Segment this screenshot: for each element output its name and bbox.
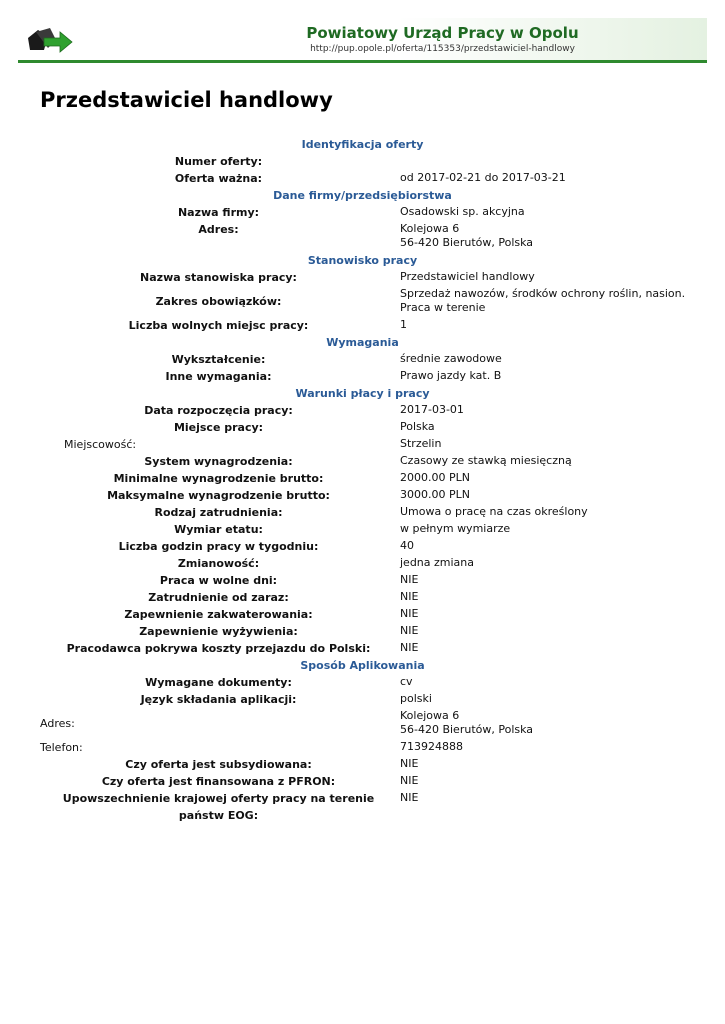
section-heading-aplikowanie: Sposób Aplikowania [300, 659, 425, 672]
label-inne-wymagania: Inne wymagania: [165, 370, 272, 383]
label-data-rozpoczecia: Data rozpoczęcia pracy: [144, 404, 293, 417]
row-nazwa-firmy [40, 204, 690, 221]
label-koszty-przejazdu: Pracodawca pokrywa koszty przejazdu do Polski: [66, 642, 371, 655]
adres-firmy-line1: Kolejowa 6 [400, 222, 460, 235]
label-adres-aplikowania: Adres: [40, 717, 75, 730]
label-nazwa-firmy: Nazwa firmy: [177, 206, 260, 219]
value-data-rozpoczecia: 2017-03-01 [400, 403, 464, 416]
row-miejscowosc [40, 436, 690, 453]
row-wymagane-dokumenty [40, 674, 690, 691]
value-telefon: 713924888 [400, 740, 463, 753]
value-inne-wymagania: Prawo jazdy kat. B [400, 369, 502, 382]
label-oferta-wazna: Oferta ważna: [174, 172, 263, 185]
value-wolne-miejsca: 1 [400, 318, 407, 331]
row-zatrudnienie-od-zaraz [40, 589, 690, 606]
row-praca-w-wolne-dni [40, 572, 690, 589]
page-header [18, 18, 707, 63]
row-eog [40, 790, 690, 824]
value-wymagane-dokumenty: cv [400, 675, 413, 688]
row-godziny-pracy [40, 538, 690, 555]
label-zakres-obowiazkow: Zakres obowiązków: [155, 295, 282, 308]
row-zakwaterowanie [40, 606, 690, 623]
row-adres-firmy [40, 221, 690, 252]
row-wolne-miejsca [40, 317, 690, 334]
label-zmianowosc: Zmianowość: [177, 557, 260, 570]
label-eog: Upowszechnienie krajowej oferty pracy na terenie państw EOG: [62, 792, 375, 822]
value-subsydiowana: NIE [400, 757, 419, 770]
label-system-wynagrodzenia: System wynagrodzenia: [144, 455, 293, 468]
value-wymiar-etatu: w pełnym wymiarze [400, 522, 511, 535]
row-subsydiowana [40, 756, 690, 773]
value-koszty-przejazdu: NIE [400, 641, 419, 654]
label-min-wynagrodzenie: Minimalne wynagrodzenie brutto: [113, 472, 324, 485]
section-heading-wymagania: Wymagania [326, 336, 399, 349]
row-wymiar-etatu [40, 521, 690, 538]
section-heading-stanowisko: Stanowisko pracy [307, 254, 418, 267]
row-miejsce-pracy [40, 419, 690, 436]
value-jezyk-aplikacji: polski [400, 692, 432, 705]
offer-table [40, 136, 690, 824]
row-rodzaj-zatrudnienia [40, 504, 690, 521]
value-max-wynagrodzenie: 3000.00 PLN [400, 488, 470, 501]
arrow-logo-icon [26, 24, 74, 54]
site-title: Powiatowy Urząd Pracy w Opolu [306, 24, 579, 42]
label-zakwaterowanie: Zapewnienie zakwaterowania: [124, 608, 313, 621]
adres-aplikowania-line1: Kolejowa 6 [400, 709, 460, 722]
value-adres-aplikowania [397, 708, 690, 739]
value-zmianowosc: jedna zmiana [400, 556, 475, 569]
zakres-line1: Sprzedaż nawozów, środków ochrony roślin, nasion. [400, 287, 686, 300]
row-oferta-wazna [40, 170, 690, 187]
label-numer-oferty: Numer oferty: [174, 155, 263, 168]
label-praca-w-wolne-dni: Praca w wolne dni: [159, 574, 278, 587]
row-koszty-przejazdu [40, 640, 690, 657]
row-jezyk-aplikacji [40, 691, 690, 708]
row-data-rozpoczecia [40, 402, 690, 419]
adres-firmy-line2: 56-420 Bierutów, Polska [400, 236, 534, 249]
row-min-wynagrodzenie [40, 470, 690, 487]
row-zmianowosc [40, 555, 690, 572]
value-nazwa-stanowiska: Przedstawiciel handlowy [400, 270, 535, 283]
label-wyzywienie: Zapewnienie wyżywienia: [139, 625, 298, 638]
label-pfron: Czy oferta jest finansowana z PFRON: [101, 775, 336, 788]
value-numer-oferty [397, 153, 690, 170]
row-pfron [40, 773, 690, 790]
row-adres-aplikowania [40, 708, 690, 739]
value-wyzywienie: NIE [400, 624, 419, 637]
label-rodzaj-zatrudnienia: Rodzaj zatrudnienia: [154, 506, 283, 519]
value-pfron: NIE [400, 774, 419, 787]
label-jezyk-aplikacji: Język składania aplikacji: [140, 693, 297, 706]
value-rodzaj-zatrudnienia: Umowa o pracę na czas określony [400, 505, 588, 518]
value-oferta-wazna: od 2017-02-21 do 2017-03-21 [400, 171, 566, 184]
row-max-wynagrodzenie [40, 487, 690, 504]
value-zakres-obowiazkow [397, 286, 690, 317]
adres-aplikowania-line2: 56-420 Bierutów, Polska [400, 723, 534, 736]
label-nazwa-stanowiska: Nazwa stanowiska pracy: [140, 271, 297, 284]
section-heading-warunki: Warunki płacy i pracy [295, 387, 430, 400]
label-wolne-miejsca: Liczba wolnych miejsc pracy: [128, 319, 309, 332]
zakres-line2: Praca w terenie [400, 301, 486, 314]
value-miejscowosc: Strzelin [400, 437, 442, 450]
label-miejscowosc: Miejscowość: [64, 438, 137, 451]
row-inne-wymagania [40, 368, 690, 385]
value-zakwaterowanie: NIE [400, 607, 419, 620]
value-eog: NIE [400, 791, 419, 804]
value-miejsce-pracy: Polska [400, 420, 435, 433]
row-wyzywienie [40, 623, 690, 640]
label-godziny-pracy: Liczba godzin pracy w tygodniu: [118, 540, 319, 553]
row-nazwa-stanowiska [40, 269, 690, 286]
label-telefon: Telefon: [40, 741, 83, 754]
page-title: Przedstawiciel handlowy [40, 88, 333, 112]
value-godziny-pracy: 40 [400, 539, 414, 552]
label-wyksztalcenie: Wykształcenie: [171, 353, 266, 366]
value-adres-firmy [397, 221, 690, 252]
row-zakres-obowiazkow [40, 286, 690, 317]
value-wyksztalcenie: średnie zawodowe [400, 352, 502, 365]
label-wymagane-dokumenty: Wymagane dokumenty: [145, 676, 292, 689]
row-telefon [40, 739, 690, 756]
section-heading-firma: Dane firmy/przedsiębiorstwa [273, 189, 452, 202]
row-wyksztalcenie [40, 351, 690, 368]
label-subsydiowana: Czy oferta jest subsydiowana: [125, 758, 312, 771]
value-zatrudnienie-od-zaraz: NIE [400, 590, 419, 603]
label-miejsce-pracy: Miejsce pracy: [173, 421, 264, 434]
label-adres-firmy: Adres: [198, 223, 239, 236]
row-system-wynagrodzenia [40, 453, 690, 470]
value-nazwa-firmy: Osadowski sp. akcyjna [400, 205, 525, 218]
section-heading-identyfikacja: Identyfikacja oferty [301, 138, 424, 151]
label-zatrudnienie-od-zaraz: Zatrudnienie od zaraz: [148, 591, 289, 604]
label-max-wynagrodzenie: Maksymalne wynagrodzenie brutto: [107, 489, 330, 502]
value-system-wynagrodzenia: Czasowy ze stawką miesięczną [400, 454, 572, 467]
value-praca-w-wolne-dni: NIE [400, 573, 419, 586]
value-min-wynagrodzenie: 2000.00 PLN [400, 471, 470, 484]
row-numer-oferty [40, 153, 690, 170]
site-url: http://pup.opole.pl/oferta/115353/przedstawiciel-handlowy [310, 44, 575, 54]
label-wymiar-etatu: Wymiar etatu: [174, 523, 263, 536]
